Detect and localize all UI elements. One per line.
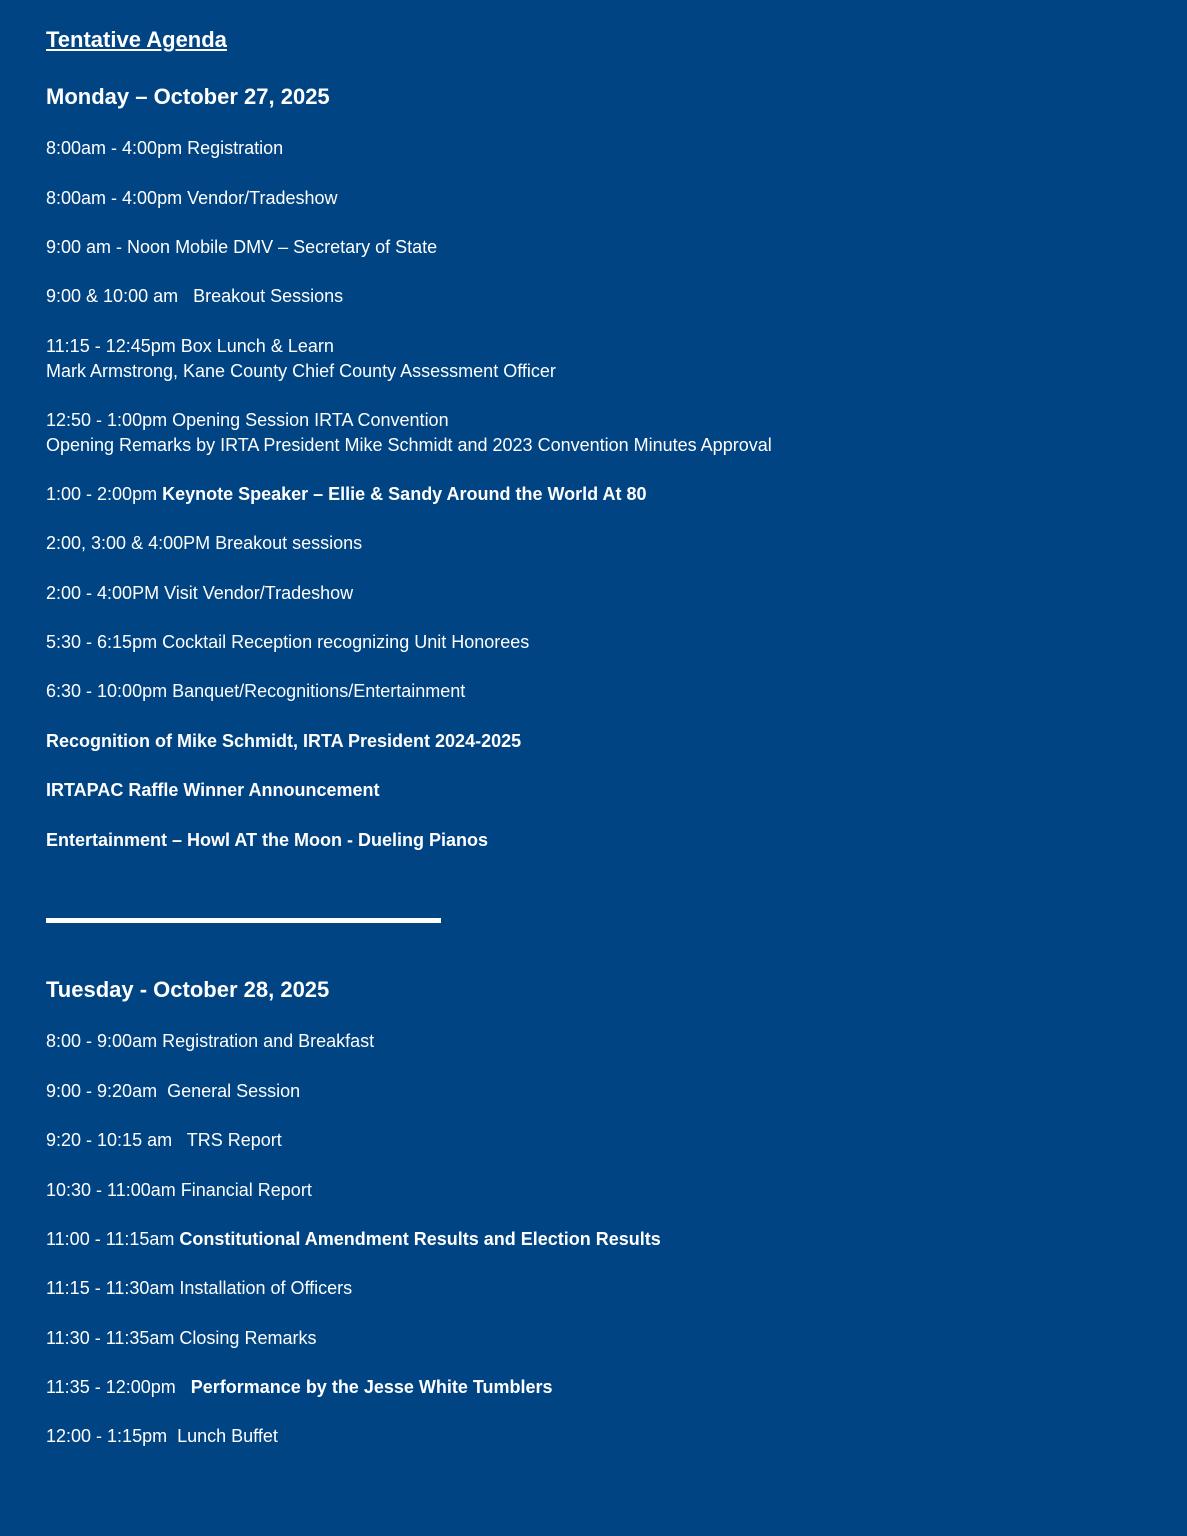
election-time: 11:00 - 11:15am	[46, 1229, 180, 1249]
tuesday-heading: Tuesday - October 28, 2025	[46, 977, 330, 1002]
monday-item-visit-vendor: 2:00 - 4:00PM Visit Vendor/Tradeshow	[46, 583, 354, 603]
monday-item-opening-line2: Opening Remarks by IRTA President Mike Schmidt and 2023 Convention Minutes Approval	[46, 435, 772, 455]
tuesday-item-registration: 8:00 - 9:00am Registration and Breakfast	[46, 1031, 375, 1051]
performance-title: Performance by the Jesse White Tumblers	[190, 1377, 553, 1397]
tuesday-item-lunch-buffet: 12:00 - 1:15pm Lunch Buffet	[46, 1426, 278, 1446]
performance-time: 11:35 - 12:00pm	[46, 1377, 191, 1397]
monday-item-box-lunch-line1: 11:15 - 12:45pm Box Lunch & Learn	[46, 336, 334, 356]
tuesday-item-installation: 11:15 - 11:30am Installation of Officers	[46, 1278, 353, 1298]
monday-item-recognition: Recognition of Mike Schmidt, IRTA President 2024-2025	[46, 731, 522, 751]
agenda-title: Tentative Agenda	[46, 27, 227, 52]
election-title: Constitutional Amendment Results and Election Results	[179, 1229, 661, 1249]
monday-item-mobile-dmv: 9:00 am - Noon Mobile DMV – Secretary of State	[46, 237, 438, 257]
tuesday-item-closing-remarks: 11:30 - 11:35am Closing Remarks	[46, 1328, 317, 1348]
monday-item-entertainment: Entertainment – Howl AT the Moon - Dueling Pianos	[46, 830, 489, 850]
tuesday-item-trs-report: 9:20 - 10:15 am TRS Report	[46, 1130, 282, 1150]
monday-item-vendor: 8:00am - 4:00pm Vendor/Tradeshow	[46, 188, 338, 208]
tuesday-item-financial-report: 10:30 - 11:00am Financial Report	[46, 1180, 312, 1200]
tuesday-item-performance	[46, 1375, 553, 1400]
monday-item-registration: 8:00am - 4:00pm Registration	[46, 138, 284, 158]
tuesday-item-general-session: 9:00 - 9:20am General Session	[46, 1081, 301, 1101]
monday-item-breakout-afternoon: 2:00, 3:00 & 4:00PM Breakout sessions	[46, 533, 363, 553]
tuesday-item-election-results	[46, 1227, 661, 1252]
monday-item-cocktail: 5:30 - 6:15pm Cocktail Reception recognizing Unit Honorees	[46, 632, 530, 652]
monday-item-box-lunch-line2: Mark Armstrong, Kane County Chief County Assessment Officer	[46, 361, 556, 381]
monday-heading: Monday – October 27, 2025	[46, 84, 330, 109]
keynote-time: 1:00 - 2:00pm	[46, 484, 163, 504]
monday-item-box-lunch	[46, 334, 556, 384]
monday-item-raffle: IRTAPAC Raffle Winner Announcement	[46, 780, 380, 800]
monday-item-keynote	[46, 482, 647, 507]
monday-item-opening-line1: 12:50 - 1:00pm Opening Session IRTA Convention	[46, 410, 449, 430]
monday-item-breakout: 9:00 & 10:00 am Breakout Sessions	[46, 286, 344, 306]
section-divider	[46, 918, 441, 923]
keynote-title: Keynote Speaker – Ellie & Sandy Around the World At 80	[162, 484, 647, 504]
monday-item-opening-session	[46, 408, 772, 458]
monday-item-banquet: 6:30 - 10:00pm Banquet/Recognitions/Entertainment	[46, 681, 466, 701]
